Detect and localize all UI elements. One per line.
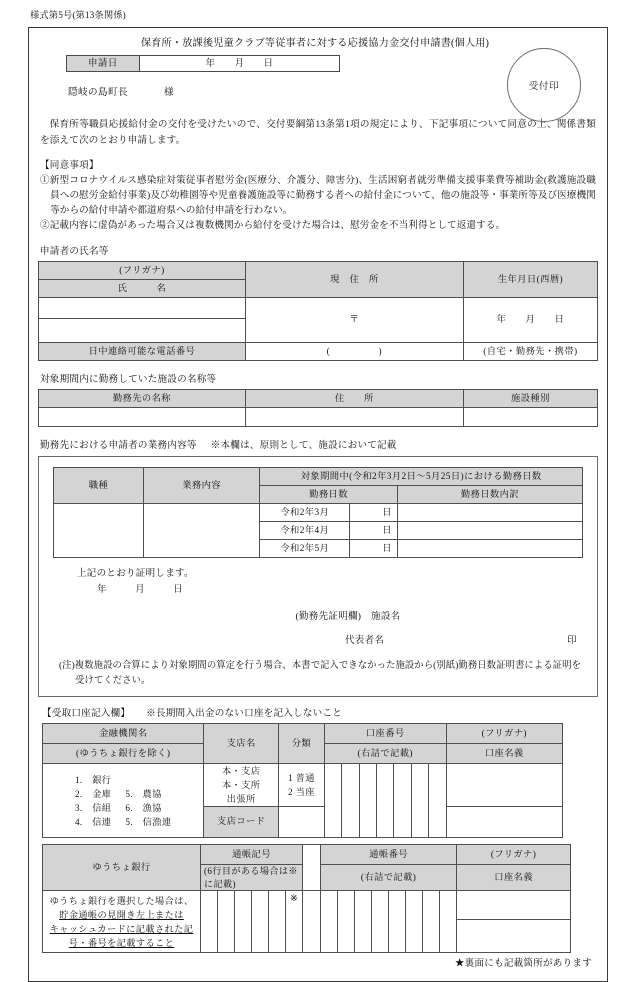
account-kind-options[interactable] [278,764,324,807]
yucho-holder-input[interactable] [457,920,571,953]
institution-option-2[interactable]: 2. 金庫 [74,788,112,799]
branch-type-2[interactable]: 本・支所 [221,780,261,790]
yucho-symbol-subheader: (6行目がある場合は※に記載) [201,865,303,891]
period-header: 対象期間中(令和2年3月2日〜5月25日)における勤務日数 [260,468,583,486]
branch-code-input[interactable] [278,807,324,838]
days-detail-input-2[interactable] [397,522,582,540]
yucho-symbol-cell-3[interactable] [235,891,252,953]
account-kind-2[interactable]: 2 当座 [287,787,315,797]
institution-option-5[interactable]: 5. 農協 [125,788,162,799]
form-number: 様式第5号(第13条関係) [30,11,126,21]
yucho-symbol-cell-5[interactable] [269,891,286,953]
yucho-number-cell-5[interactable] [389,891,406,953]
application-date-label: 申請日 [66,55,140,72]
table-row [54,468,583,486]
workplace-address-header: 住 所 [245,390,463,408]
account-number-header: 口座番号 [324,724,446,744]
duties-caption-text: 勤務先における申請者の業務内容等 [40,440,197,451]
institution-option-1[interactable]: 1. 銀行 [74,774,112,785]
certify-date[interactable]: 年 月 日 [97,585,186,595]
account-number-cell-7[interactable] [429,764,446,838]
month-label-2: 令和2年4月 [260,522,350,540]
workplace-type-header: 施設種別 [463,390,597,408]
workplace-caption: 対象期間内に勤務していた施設の名称等 [40,374,217,385]
yucho-note-line-2: 貯金通帳の見開き左上または [59,909,184,920]
institution-options[interactable] [43,764,204,838]
table-row [43,845,571,865]
yucho-marker-cell[interactable]: ※ [286,891,303,953]
dob-header: 生年月日(西暦) [463,262,597,298]
branch-code-label: 支店コード [204,807,279,838]
days-input-2[interactable]: 日 [350,522,398,540]
account-kind-header: 分類 [278,724,324,764]
bank-caption-text: 【受取口座記入欄】 [42,708,131,719]
table-row [39,343,598,361]
days-detail-input-3[interactable] [397,540,582,558]
yucho-note-line-1: ゆうちょ銀行を選択した場合は、 [49,895,194,906]
account-holder-header: 口座名義 [446,744,563,764]
yucho-number-cell-7[interactable] [423,891,440,953]
account-holder-input[interactable] [446,807,563,838]
account-number-cell-3[interactable] [359,764,376,838]
workplace-type-input[interactable] [463,408,597,427]
yucho-number-subheader: (右詰で記載) [321,865,457,891]
yucho-spacer-cell-2 [303,891,321,953]
institution-subheader: (ゆうちょ銀行を除く) [43,744,204,764]
yucho-symbol-cell-1[interactable] [201,891,218,953]
workplace-name-input[interactable] [39,408,246,427]
name-header: 氏 名 [39,280,246,298]
institution-header: 金融機関名 [43,724,204,744]
yucho-number-cell-2[interactable] [338,891,355,953]
intro-paragraph: 保育所等職員応援給付金の交付を受けたいので、交付要綱第13条第1項の規定により、下記事項について同意の上、関係書類を添えて次のとおり申請します。 [40,119,596,146]
job-content-input[interactable] [143,504,259,558]
receipt-seal-label: 受付印 [528,81,560,92]
yucho-furigana-input[interactable] [457,891,571,920]
addressee-honorific: 様 [163,87,174,98]
branch-type-3[interactable]: 出張所 [226,794,256,804]
account-number-cell-2[interactable] [342,764,359,838]
account-number-cell-4[interactable] [376,764,393,838]
days-detail-input-1[interactable] [397,504,582,522]
applicant-table [38,261,598,361]
table-row [43,724,563,744]
account-number-cell-6[interactable] [411,764,428,838]
phone-input[interactable]: ( ) [245,343,463,361]
workplace-table [38,389,598,427]
application-date-row [66,55,340,72]
phone-type-options[interactable]: (自宅・勤務先・携帯) [463,343,597,361]
certify-representative-label: 代表者名 [345,636,385,646]
certify-facility-label: (勤務先証明欄) 施設名 [295,612,401,622]
job-type-input[interactable] [54,504,144,558]
institution-options-left[interactable] [75,773,111,829]
consent-title: 【同意事項】 [40,160,99,171]
bank-caption-note: ※長期間入出金のない口座を記入しないこと [146,708,343,719]
address-header: 現 住 所 [245,262,463,298]
receipt-seal-icon [507,48,581,122]
account-furigana-header: (フリガナ) [446,724,563,744]
table-row [43,764,563,807]
yucho-furigana-header: (フリガナ) [457,845,571,865]
account-number-cell-5[interactable] [394,764,411,838]
institution-option-4[interactable]: 4. 信連 [74,816,112,827]
yucho-symbol-cell-4[interactable] [252,891,269,953]
days-input-1[interactable]: 日 [350,504,398,522]
table-row [54,504,583,522]
yucho-account-table [42,844,571,953]
month-label-1: 令和2年3月 [260,504,350,522]
certify-seal-mark: 印 [567,636,577,646]
yucho-label: ゆうちょ銀行 [43,845,201,891]
branch-header: 支店名 [204,724,279,764]
application-date-input[interactable]: 年 月 日 [140,55,340,72]
yucho-number-cell-8[interactable] [440,891,457,953]
applicant-caption: 申請者の氏名等 [40,246,109,257]
postal-mark: 〒 [349,315,360,325]
duties-caption-note: ※本欄は、原則として、施設において記載 [210,440,397,451]
bank-caption [42,706,598,721]
branch-type-1[interactable]: 本・支店 [221,766,261,776]
institution-option-6[interactable]: 6. 漁協 [125,802,162,813]
table-row [43,891,571,920]
job-content-header: 業務内容 [143,468,259,504]
table-row [39,408,598,427]
phone-label: 日中連絡可能な電話番号 [39,343,246,361]
duties-note: (注)複数施設の合算により対象期間の算定を行う場合、本書で記入できなかった施設から(別紙)勤務日数証明書による証明を受けてください。 [59,661,581,686]
yucho-note [43,891,201,953]
form-outer-frame [28,27,608,982]
duties-table [53,467,583,558]
table-row [39,262,598,280]
yucho-note-line-3: キャッシュカードに記載された記 [49,923,194,934]
institution-option-7[interactable]: 5. 信漁連 [125,816,172,827]
address-input[interactable] [245,298,463,343]
job-type-header: 職種 [54,468,144,504]
duties-box [38,456,598,697]
back-side-note: ★裏面にも記載箇所があります [454,958,592,969]
month-label-3: 令和2年5月 [260,540,350,558]
certify-representative-row [53,634,583,649]
account-number-subheader: (右詰で記載) [324,744,446,764]
furigana-input[interactable] [39,298,246,319]
account-kind-1[interactable]: 1 普通 [287,773,315,783]
consent-item-2: ②記載内容に虚偽があった場合又は複数機関から給付を受けた場合は、慰労金を不当利得として返還する。 [40,220,506,231]
addressee-name: 隠岐の島町長 [68,87,128,98]
furigana-header: (フリガナ) [39,262,246,280]
work-days-detail-header: 勤務日数内訳 [397,486,582,504]
yucho-number-cell-4[interactable] [372,891,389,953]
table-row [39,298,598,319]
bank-account-table [42,723,563,838]
yucho-symbol-cell-2[interactable] [218,891,235,953]
days-input-3[interactable]: 日 [350,540,398,558]
document-title: 保育所・放課後児童クラブ等従事者に対する応援協力金交付申請書(個人用) [140,38,490,49]
dob-input[interactable]: 年 月 日 [463,298,597,343]
institution-options-right[interactable] [125,787,171,829]
consent-item-1: ①新型コロナウイルス感染症対策従事者慰労金(医療分、介護分、障害分)、生活困窮者就労準備支援事業費等補助金(救護施設職員への慰労金給付事業)及び幼稚園等や児童養護施設等に勤務する者への給付金について、他の施設等・事業所等及び医療機関等からの給付申請や都道府県への給付申請を行わない。 [40,175,596,216]
account-furigana-input[interactable] [446,764,563,807]
workplace-address-input[interactable] [245,408,463,427]
yucho-note-line-4: 号・番号を記載すること [68,937,175,948]
yucho-number-cell-1[interactable] [321,891,338,953]
work-days-header: 勤務日数 [260,486,398,504]
yucho-holder-header: 口座名義 [457,865,571,891]
name-input[interactable] [39,319,246,343]
yucho-symbol-header: 通帳記号 [201,845,303,865]
account-number-cell-1[interactable] [324,764,341,838]
duties-caption [40,438,598,453]
branch-type-options[interactable] [204,764,279,807]
certify-text: 上記のとおり証明します。 [77,569,194,579]
yucho-number-cell-6[interactable] [406,891,423,953]
table-row [39,390,598,408]
institution-option-3[interactable]: 3. 信組 [74,802,112,813]
yucho-spacer-cell [303,845,321,891]
yucho-number-cell-3[interactable] [355,891,372,953]
yucho-number-header: 通帳番号 [321,845,457,865]
workplace-name-header: 勤務先の名称 [39,390,246,408]
